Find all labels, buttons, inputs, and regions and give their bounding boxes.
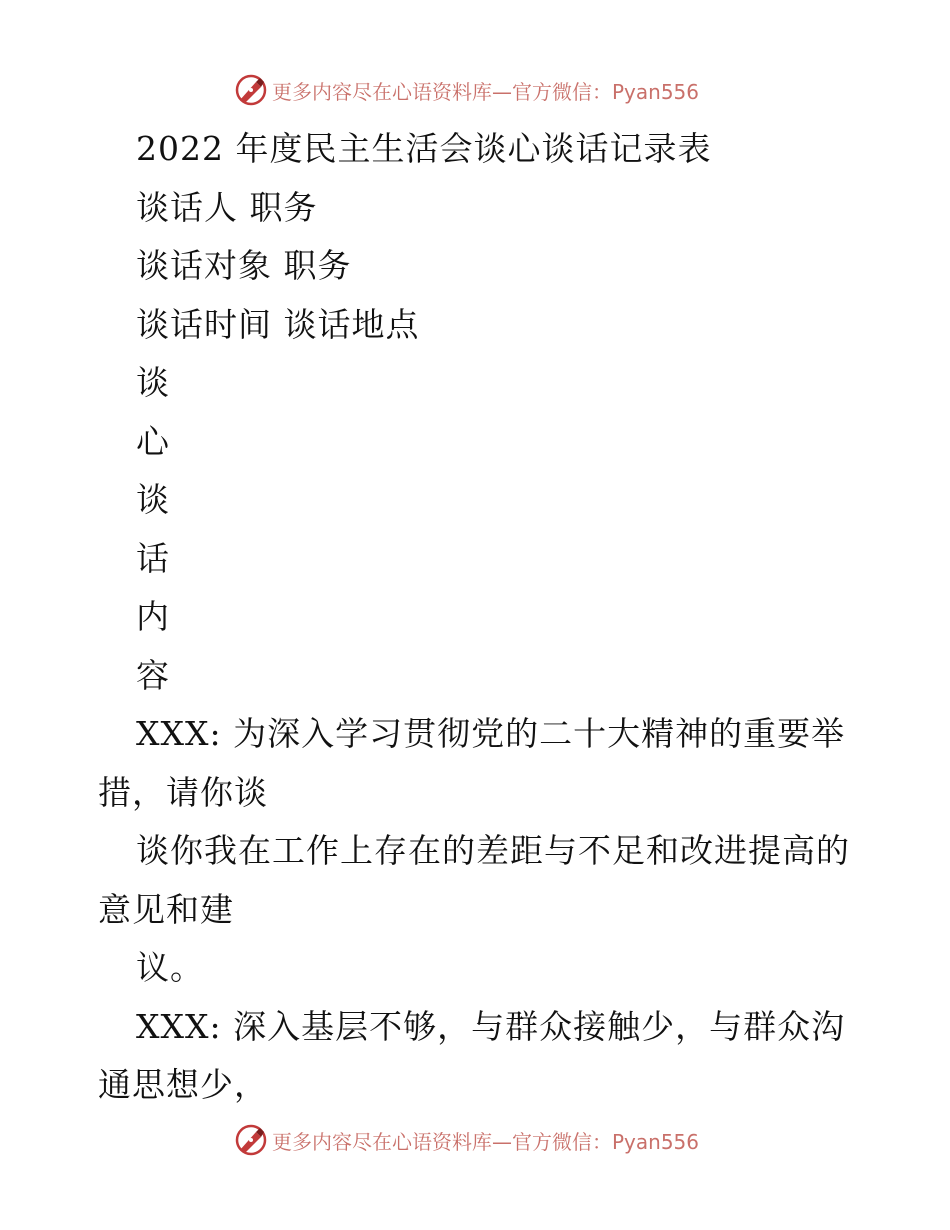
paragraph-line: XXX: 为深入学习贯彻党的二十大精神的重要举 — [136, 714, 846, 753]
paragraph-line: 谈你我在工作上存在的差距与不足和改进提高的 — [136, 831, 850, 870]
watermark-footer — [234, 1122, 699, 1158]
watermark-header — [234, 72, 699, 108]
pen-logo-icon — [234, 1123, 268, 1157]
paragraph-line: 意见和建 — [98, 889, 234, 929]
vertical-label-char: 谈 — [136, 363, 170, 402]
watermark-text: 更多内容尽在心语资料库—官方微信：Pyan556 — [272, 1129, 700, 1154]
paragraph-line: 通思想少， — [98, 1065, 268, 1104]
field-target: 谈话对象 职务 — [136, 246, 352, 285]
vertical-label-char: 内 — [136, 597, 170, 636]
vertical-label-char: 谈 — [136, 480, 170, 519]
vertical-label-char: 话 — [136, 538, 170, 578]
watermark-text: 更多内容尽在心语资料库—官方微信：Pyan556 — [272, 79, 700, 104]
paragraph-line: XXX: 深入基层不够，与群众接触少，与群众沟 — [136, 1006, 846, 1046]
paragraph-line: 措，请你谈 — [98, 772, 268, 812]
document-body — [0, 120, 950, 1115]
field-time-place: 谈话时间 谈话地点 — [136, 304, 420, 344]
pen-logo-icon — [234, 73, 268, 107]
vertical-label-char: 容 — [136, 655, 170, 695]
field-speaker: 谈话人 职务 — [136, 187, 318, 227]
paragraph-line: 议。 — [136, 948, 204, 987]
document-title: 2022 年度民主生活会谈心谈话记录表 — [136, 129, 712, 168]
vertical-label-char: 心 — [136, 421, 170, 461]
